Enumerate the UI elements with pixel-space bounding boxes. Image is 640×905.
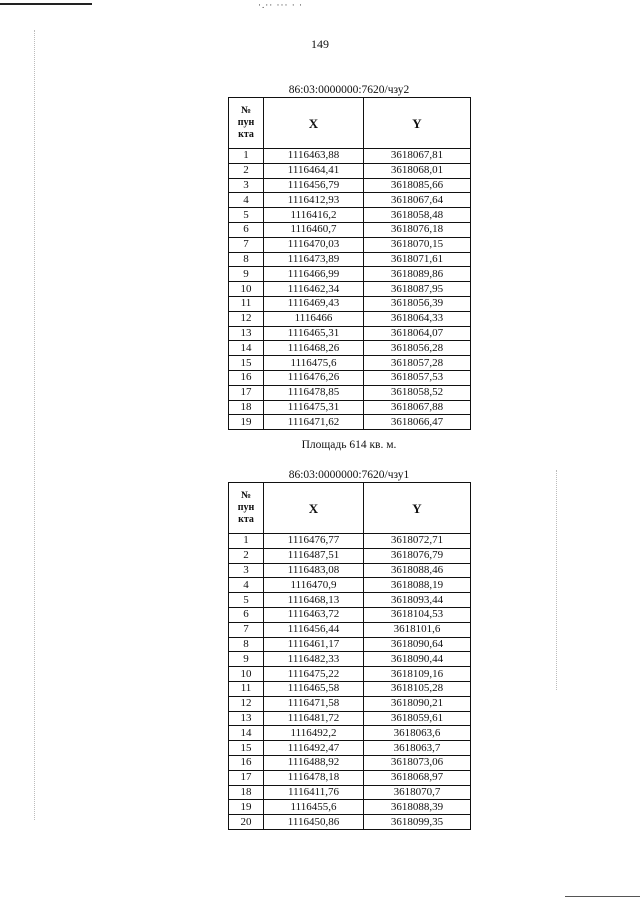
header-scan-specks: ·.·· ··· · · <box>258 0 303 10</box>
table-row <box>229 356 471 371</box>
point-number-cell: 17 <box>229 385 264 400</box>
point-number-cell: 7 <box>229 622 264 637</box>
y-coordinate-cell: 3618088,19 <box>364 578 471 593</box>
top-scan-rule <box>0 3 92 5</box>
table-row <box>229 534 471 549</box>
x-coordinate-cell: 1116468,26 <box>264 341 364 356</box>
y-coordinate-cell: 3618099,35 <box>364 815 471 830</box>
y-coordinate-cell: 3618088,39 <box>364 800 471 815</box>
y-coordinate-cell: 3618088,46 <box>364 563 471 578</box>
point-number-cell: 2 <box>229 548 264 563</box>
bottom-scan-rule <box>565 896 640 897</box>
point-number-cell: 16 <box>229 370 264 385</box>
x-coordinate-cell: 1116412,93 <box>264 193 364 208</box>
coordinates-table <box>228 97 471 430</box>
point-number-cell: 3 <box>229 178 264 193</box>
y-header: Y <box>364 483 471 534</box>
table-row <box>229 607 471 622</box>
x-header: X <box>264 98 364 149</box>
x-coordinate-cell: 1116465,31 <box>264 326 364 341</box>
y-coordinate-cell: 3618085,66 <box>364 178 471 193</box>
table-row <box>229 400 471 415</box>
table-row <box>229 770 471 785</box>
x-coordinate-cell: 1116416,2 <box>264 208 364 223</box>
y-coordinate-cell: 3618067,81 <box>364 149 471 164</box>
table-row <box>229 681 471 696</box>
y-coordinate-cell: 3618090,44 <box>364 652 471 667</box>
table-row <box>229 370 471 385</box>
table-row <box>229 326 471 341</box>
right-margin-dots <box>556 470 558 690</box>
point-number-cell: 16 <box>229 755 264 770</box>
y-coordinate-cell: 3618056,39 <box>364 296 471 311</box>
x-coordinate-cell: 1116456,79 <box>264 178 364 193</box>
y-coordinate-cell: 3618064,07 <box>364 326 471 341</box>
table-row <box>229 548 471 563</box>
y-coordinate-cell: 3618064,33 <box>364 311 471 326</box>
table-row <box>229 667 471 682</box>
point-number-cell: 19 <box>229 415 264 430</box>
point-number-cell: 4 <box>229 578 264 593</box>
left-margin-dots <box>34 30 36 820</box>
table-row <box>229 785 471 800</box>
y-coordinate-cell: 3618101,6 <box>364 622 471 637</box>
table-row <box>229 149 471 164</box>
table-row <box>229 800 471 815</box>
table-caption: 86:03:0000000:7620/чзу2 <box>288 84 410 96</box>
point-number-cell: 20 <box>229 815 264 830</box>
y-coordinate-cell: 3618076,18 <box>364 222 471 237</box>
y-coordinate-cell: 3618058,48 <box>364 208 471 223</box>
y-coordinate-cell: 3618104,53 <box>364 607 471 622</box>
point-number-cell: 2 <box>229 163 264 178</box>
x-coordinate-cell: 1116411,76 <box>264 785 364 800</box>
x-coordinate-cell: 1116475,22 <box>264 667 364 682</box>
point-number-cell: 9 <box>229 652 264 667</box>
x-coordinate-cell: 1116450,86 <box>264 815 364 830</box>
point-number-cell: 11 <box>229 296 264 311</box>
table-row <box>229 415 471 430</box>
x-coordinate-cell: 1116463,72 <box>264 607 364 622</box>
y-coordinate-cell: 3618090,64 <box>364 637 471 652</box>
x-coordinate-cell: 1116466,99 <box>264 267 364 282</box>
table-row <box>229 741 471 756</box>
y-coordinate-cell: 3618068,01 <box>364 163 471 178</box>
table-row <box>229 652 471 667</box>
point-number-cell: 14 <box>229 341 264 356</box>
y-coordinate-cell: 3618058,52 <box>364 385 471 400</box>
x-coordinate-cell: 1116464,41 <box>264 163 364 178</box>
table-row <box>229 267 471 282</box>
y-coordinate-cell: 3618109,16 <box>364 667 471 682</box>
y-coordinate-cell: 3618071,61 <box>364 252 471 267</box>
x-coordinate-cell: 1116466 <box>264 311 364 326</box>
table-row <box>229 237 471 252</box>
x-coordinate-cell: 1116469,43 <box>264 296 364 311</box>
y-coordinate-cell: 3618066,47 <box>364 415 471 430</box>
x-coordinate-cell: 1116488,92 <box>264 755 364 770</box>
table-row <box>229 163 471 178</box>
y-coordinate-cell: 3618057,53 <box>364 370 471 385</box>
point-number-cell: 6 <box>229 222 264 237</box>
table-row <box>229 282 471 297</box>
point-number-cell: 17 <box>229 770 264 785</box>
point-number-cell: 3 <box>229 563 264 578</box>
point-number-cell: 10 <box>229 282 264 297</box>
y-coordinate-cell: 3618089,86 <box>364 267 471 282</box>
x-coordinate-cell: 1116482,33 <box>264 652 364 667</box>
y-coordinate-cell: 3618057,28 <box>364 356 471 371</box>
y-coordinate-cell: 3618087,95 <box>364 282 471 297</box>
table-row <box>229 341 471 356</box>
table-row <box>229 578 471 593</box>
area-note: Площадь 614 кв. м. <box>301 439 397 451</box>
y-coordinate-cell: 3618076,79 <box>364 548 471 563</box>
point-number-cell: 18 <box>229 400 264 415</box>
point-number-cell: 11 <box>229 681 264 696</box>
table-caption: 86:03:0000000:7620/чзу1 <box>288 469 410 481</box>
point-number-cell: 1 <box>229 534 264 549</box>
x-coordinate-cell: 1116478,85 <box>264 385 364 400</box>
table-row <box>229 222 471 237</box>
x-coordinate-cell: 1116463,88 <box>264 149 364 164</box>
table-row <box>229 178 471 193</box>
y-coordinate-cell: 3618093,44 <box>364 593 471 608</box>
table-row <box>229 637 471 652</box>
table-row <box>229 593 471 608</box>
x-coordinate-cell: 1116492,2 <box>264 726 364 741</box>
y-coordinate-cell: 3618072,71 <box>364 534 471 549</box>
x-coordinate-cell: 1116470,9 <box>264 578 364 593</box>
point-number-cell: 9 <box>229 267 264 282</box>
point-number-cell: 1 <box>229 149 264 164</box>
point-number-cell: 15 <box>229 741 264 756</box>
table-row <box>229 696 471 711</box>
y-coordinate-cell: 3618105,28 <box>364 681 471 696</box>
x-coordinate-cell: 1116456,44 <box>264 622 364 637</box>
coordinates-table <box>228 482 471 830</box>
point-number-cell: 4 <box>229 193 264 208</box>
x-coordinate-cell: 1116481,72 <box>264 711 364 726</box>
y-coordinate-cell: 3618056,28 <box>364 341 471 356</box>
table-row <box>229 563 471 578</box>
point-number-cell: 7 <box>229 237 264 252</box>
point-number-cell: 19 <box>229 800 264 815</box>
point-number-cell: 8 <box>229 637 264 652</box>
y-coordinate-cell: 3618070,15 <box>364 237 471 252</box>
point-number-cell: 13 <box>229 711 264 726</box>
table-row <box>229 622 471 637</box>
table-row <box>229 311 471 326</box>
y-coordinate-cell: 3618067,64 <box>364 193 471 208</box>
table-header-row <box>229 98 471 149</box>
x-header: X <box>264 483 364 534</box>
x-coordinate-cell: 1116473,89 <box>264 252 364 267</box>
x-coordinate-cell: 1116476,77 <box>264 534 364 549</box>
x-coordinate-cell: 1116462,34 <box>264 282 364 297</box>
x-coordinate-cell: 1116461,17 <box>264 637 364 652</box>
point-number-cell: 15 <box>229 356 264 371</box>
point-number-cell: 13 <box>229 326 264 341</box>
point-number-header: № пун кта <box>229 483 264 534</box>
point-number-cell: 12 <box>229 311 264 326</box>
table-row <box>229 726 471 741</box>
x-coordinate-cell: 1116468,13 <box>264 593 364 608</box>
table-row <box>229 208 471 223</box>
y-coordinate-cell: 3618067,88 <box>364 400 471 415</box>
table-header-row <box>229 483 471 534</box>
y-coordinate-cell: 3618068,97 <box>364 770 471 785</box>
table-row <box>229 755 471 770</box>
table-row <box>229 193 471 208</box>
point-number-cell: 8 <box>229 252 264 267</box>
x-coordinate-cell: 1116475,31 <box>264 400 364 415</box>
x-coordinate-cell: 1116471,62 <box>264 415 364 430</box>
y-coordinate-cell: 3618073,06 <box>364 755 471 770</box>
x-coordinate-cell: 1116476,26 <box>264 370 364 385</box>
point-number-cell: 14 <box>229 726 264 741</box>
y-header: Y <box>364 98 471 149</box>
y-coordinate-cell: 3618059,61 <box>364 711 471 726</box>
point-number-cell: 12 <box>229 696 264 711</box>
x-coordinate-cell: 1116487,51 <box>264 548 364 563</box>
point-number-cell: 10 <box>229 667 264 682</box>
y-coordinate-cell: 3618090,21 <box>364 696 471 711</box>
x-coordinate-cell: 1116471,58 <box>264 696 364 711</box>
x-coordinate-cell: 1116475,6 <box>264 356 364 371</box>
table-row <box>229 385 471 400</box>
page-number: 149 <box>311 37 329 51</box>
table-row <box>229 296 471 311</box>
table-row <box>229 252 471 267</box>
y-coordinate-cell: 3618063,6 <box>364 726 471 741</box>
y-coordinate-cell: 3618070,7 <box>364 785 471 800</box>
point-number-header: № пун кта <box>229 98 264 149</box>
point-number-cell: 5 <box>229 208 264 223</box>
point-number-cell: 18 <box>229 785 264 800</box>
x-coordinate-cell: 1116465,58 <box>264 681 364 696</box>
x-coordinate-cell: 1116478,18 <box>264 770 364 785</box>
point-number-cell: 5 <box>229 593 264 608</box>
table-row <box>229 711 471 726</box>
x-coordinate-cell: 1116455,6 <box>264 800 364 815</box>
x-coordinate-cell: 1116470,03 <box>264 237 364 252</box>
y-coordinate-cell: 3618063,7 <box>364 741 471 756</box>
x-coordinate-cell: 1116483,08 <box>264 563 364 578</box>
x-coordinate-cell: 1116492,47 <box>264 741 364 756</box>
table-row <box>229 815 471 830</box>
point-number-cell: 6 <box>229 607 264 622</box>
x-coordinate-cell: 1116460,7 <box>264 222 364 237</box>
